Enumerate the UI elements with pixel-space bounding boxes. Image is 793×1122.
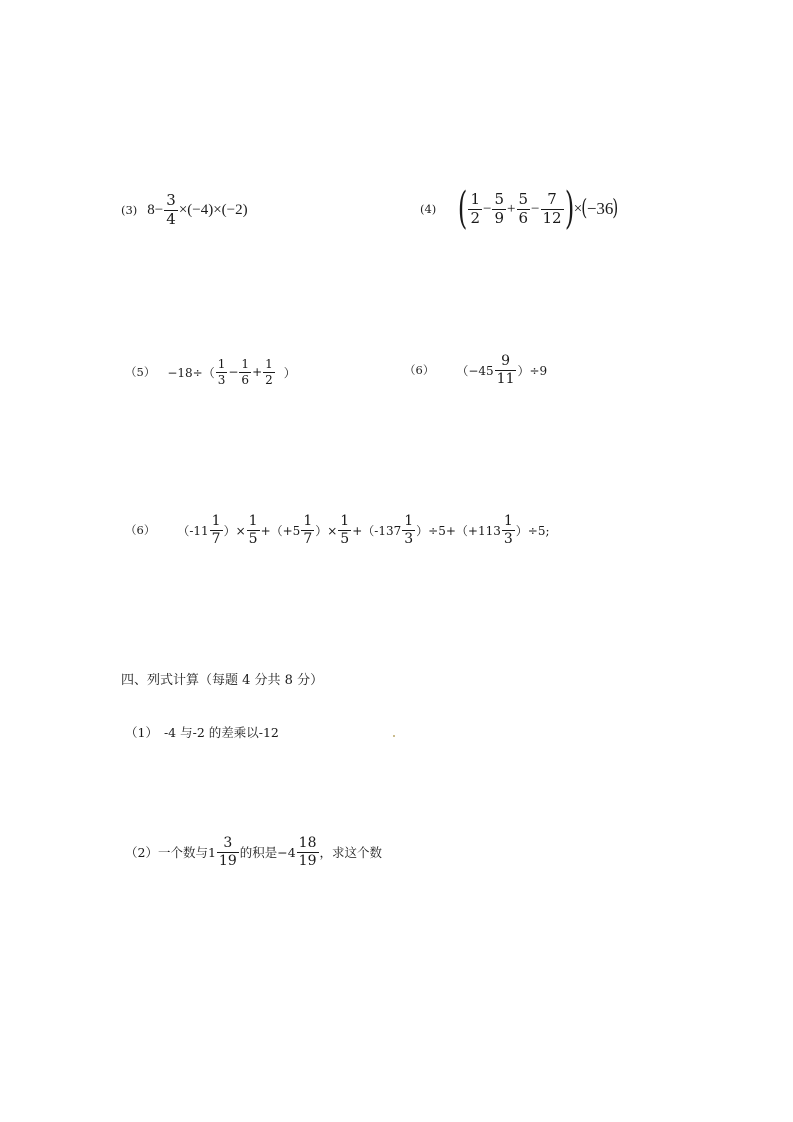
fraction-numerator: 3 <box>223 834 233 851</box>
problem-4-label: (4) <box>420 202 437 216</box>
fraction-numerator: 1 <box>503 512 513 529</box>
fraction-denominator: 5 <box>248 530 258 547</box>
fraction-denominator: 5 <box>340 530 350 547</box>
fraction-numerator: 1 <box>248 512 258 529</box>
problem-5-fraction-3 <box>263 358 275 386</box>
fraction-denominator: 19 <box>298 852 317 869</box>
fraction-numerator: 7 <box>547 189 557 208</box>
problem-6b-fraction-3 <box>301 514 314 546</box>
problem-6a-fraction <box>495 354 517 386</box>
fraction-denominator: 3 <box>404 530 414 547</box>
problem-6b-text-2: ）× <box>223 523 246 538</box>
fraction-denominator: 4 <box>166 209 176 228</box>
problem-5 <box>125 352 296 392</box>
fraction-denominator: 3 <box>217 372 226 387</box>
fraction-numerator: 1 <box>211 512 221 529</box>
fraction-denominator: 11 <box>496 370 515 387</box>
section-4-heading: 四、列式计算（每题 4 分共 8 分） <box>121 672 324 688</box>
fraction-numerator: 1 <box>303 512 313 529</box>
problem-4-times: × <box>573 200 583 217</box>
left-paren-icon: ( <box>581 196 588 221</box>
problem-4-fraction-3 <box>517 189 531 227</box>
scan-speck <box>393 735 395 737</box>
problem-5-op-2: + <box>252 365 263 379</box>
fraction-numerator: 5 <box>494 189 505 208</box>
question-1-label: （1） <box>125 725 158 740</box>
problem-6b-fraction-2 <box>247 514 260 546</box>
problem-5-lead: −18÷（ <box>167 365 215 380</box>
problem-6a-tail: ）÷9 <box>517 363 548 378</box>
left-paren-icon: ( <box>458 183 468 234</box>
problem-5-op-1: − <box>228 365 239 379</box>
fraction-denominator: 6 <box>241 372 250 387</box>
fraction-numerator: 1 <box>404 512 414 529</box>
problem-6a-lead: （−45 <box>456 363 494 378</box>
problem-6b-fraction-5 <box>402 514 415 546</box>
fraction-denominator: 19 <box>218 852 237 869</box>
fraction-denominator: 9 <box>494 208 505 227</box>
fraction-numerator: 1 <box>265 356 273 371</box>
fraction-numerator: 18 <box>298 834 317 851</box>
fraction-denominator: 2 <box>470 208 481 227</box>
fraction-denominator: 6 <box>518 208 529 227</box>
question-2 <box>125 830 382 874</box>
problem-3-fraction <box>164 190 178 228</box>
problem-3-term: 8 <box>147 201 155 218</box>
problem-6b-fraction-6 <box>502 514 515 546</box>
problem-6b-text-6: ）÷5+（+113 <box>416 523 501 538</box>
question-1 <box>125 722 279 742</box>
problem-6b-fraction-1 <box>210 514 223 546</box>
fraction-denominator: 7 <box>303 530 313 547</box>
problem-6a <box>404 348 547 392</box>
right-paren-icon: ) <box>564 183 574 234</box>
problem-6b <box>125 508 550 552</box>
problem-3-op: − <box>154 201 164 218</box>
problem-4-op-3: − <box>531 200 540 217</box>
problem-4-fraction-1 <box>468 189 482 227</box>
problem-6b-label: （6） <box>125 523 156 537</box>
fraction-numerator: 1 <box>470 189 481 208</box>
problem-6b-text-4: ）× <box>315 523 338 538</box>
problem-5-close: ） <box>283 365 296 380</box>
fraction-numerator: 1 <box>217 356 226 371</box>
question-1-text: -4 与-2 的差乘以-12 <box>163 725 279 740</box>
question-2-text-3: ，求这个数 <box>319 845 383 860</box>
fraction-denominator: 2 <box>265 372 273 387</box>
problem-4-fraction-4 <box>541 189 564 227</box>
problem-6b-text-3: +（+5 <box>260 523 301 538</box>
problem-3 <box>121 190 248 230</box>
question-2-fraction-1 <box>217 836 239 868</box>
fraction-denominator: 12 <box>542 208 562 227</box>
question-2-fraction-2 <box>297 836 319 868</box>
problem-6a-label: （6） <box>404 363 435 377</box>
problem-5-fraction-2 <box>239 358 251 386</box>
right-paren-icon: ) <box>612 196 619 221</box>
problem-4 <box>420 183 619 234</box>
problem-4-fraction-2 <box>492 189 506 227</box>
question-2-text-1: 一个数与1 <box>157 845 216 860</box>
problem-3-rest: ×(−4)×(−2) <box>178 201 248 218</box>
problem-6b-text-5: +（-137 <box>352 523 402 538</box>
fraction-numerator: 5 <box>518 189 529 208</box>
fraction-numerator: 1 <box>340 512 350 529</box>
problem-4-op-2: + <box>507 200 516 217</box>
fraction-numerator: 9 <box>501 352 511 369</box>
question-2-label: （2） <box>125 845 158 860</box>
problem-6b-text-1: （-11 <box>177 523 209 538</box>
fraction-numerator: 3 <box>166 190 176 209</box>
problem-5-fraction-1 <box>216 358 228 386</box>
problem-4-tail: −36 <box>586 199 614 218</box>
problem-6b-fraction-4 <box>338 514 351 546</box>
problem-5-label: （5） <box>125 365 156 379</box>
problem-3-label: (3) <box>121 203 138 217</box>
problem-4-op-1: − <box>483 200 492 217</box>
fraction-denominator: 3 <box>503 530 513 547</box>
problem-6b-text-7: ）÷5; <box>515 523 550 538</box>
fraction-numerator: 1 <box>241 356 250 371</box>
fraction-denominator: 7 <box>211 530 221 547</box>
question-2-text-2: 的积是−4 <box>239 845 296 860</box>
